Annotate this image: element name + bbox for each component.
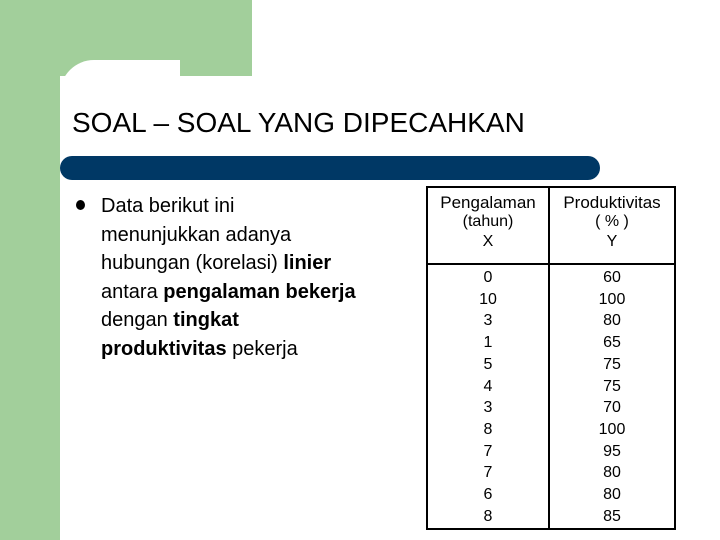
table-cell: 8 xyxy=(483,507,493,525)
table-cell: 3 xyxy=(483,399,493,417)
table-cell: 10 xyxy=(479,290,497,308)
header-symbol: X xyxy=(482,233,494,250)
table-cell: 70 xyxy=(603,399,621,417)
data-table xyxy=(426,186,676,530)
header-pengalaman xyxy=(427,187,549,264)
table-cell: 80 xyxy=(603,464,621,482)
bullet-text xyxy=(101,192,356,363)
table-cell: 0 xyxy=(483,269,493,286)
table-cell: 7 xyxy=(483,464,493,482)
green-background-left xyxy=(0,0,60,540)
table-cell: 4 xyxy=(483,377,493,395)
table-header-row xyxy=(427,187,675,264)
header-unit: ( % ) xyxy=(595,213,629,230)
table-body-row xyxy=(427,264,675,529)
header-title: Pengalaman xyxy=(440,193,536,212)
bullet-text-part: dengan xyxy=(101,309,174,331)
column-x-values xyxy=(427,264,549,529)
slide-title: SOAL – SOAL YANG DIPECAHKAN xyxy=(72,107,525,138)
table-cell: 60 xyxy=(603,269,621,286)
table-cell: 3 xyxy=(483,312,493,330)
bullet-text-part: pekerja xyxy=(226,337,298,360)
bullet-bold-pengalaman: pengalaman bekerja xyxy=(163,280,356,303)
header-title: Produktivitas xyxy=(563,193,661,212)
header-produktivitas xyxy=(549,187,675,264)
table-cell: 100 xyxy=(598,290,626,308)
header-unit: (tahun) xyxy=(462,213,514,230)
table-cell: 85 xyxy=(603,507,621,525)
table-cell: 100 xyxy=(598,420,626,438)
bullet-text-part: antara xyxy=(101,280,164,303)
table-cell: 8 xyxy=(483,420,493,438)
table-cell: 95 xyxy=(603,442,621,460)
table-cell: 80 xyxy=(603,486,621,504)
table-cell: 75 xyxy=(603,377,621,395)
table-cell: 6 xyxy=(483,486,493,504)
table-cell: 5 xyxy=(483,355,493,373)
bullet-bold-produktivitas: tingkat produktivitas xyxy=(101,309,239,360)
table-cell: 1 xyxy=(483,334,493,352)
bullet-icon xyxy=(76,200,85,210)
table-cell: 75 xyxy=(603,355,621,373)
header-symbol: Y xyxy=(606,233,618,250)
table-cell: 65 xyxy=(603,334,621,352)
column-y-values xyxy=(549,264,675,529)
bullet-bold-linier: linier xyxy=(283,252,332,274)
title-underline-bar xyxy=(60,156,600,180)
table-cell: 7 xyxy=(483,442,493,460)
bullet-text-part: Data berikut ini menunjukkan adanya hubungan (korelasi) xyxy=(101,195,292,274)
table-cell: 80 xyxy=(603,312,621,330)
